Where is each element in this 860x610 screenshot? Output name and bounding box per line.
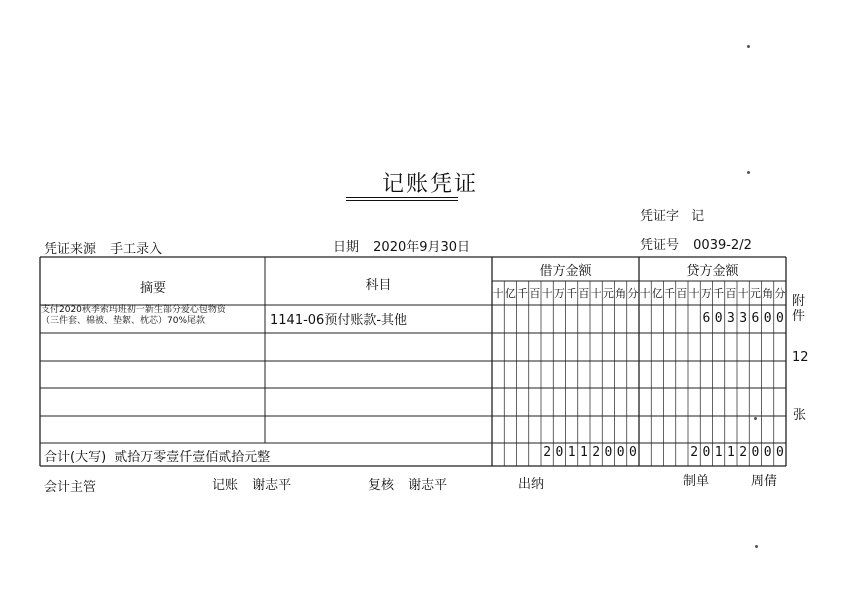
credit-unit-label: 角	[762, 287, 774, 300]
credit-column-header: 贷方金额	[686, 264, 739, 279]
credit-unit-label: 元	[749, 287, 761, 300]
debit-unit-label: 分	[627, 287, 639, 300]
total-row	[44, 446, 270, 465]
row-1-summary-line2: （三件套、棉被、垫絮、枕芯）70%尾款	[41, 316, 206, 326]
row-1-summary	[41, 305, 226, 327]
credit-unit-label: 十	[737, 287, 749, 300]
voucher-no-label: 凭证号	[640, 238, 680, 253]
attachment-prefix2: 件	[792, 309, 806, 324]
total-debit-digit: 0	[604, 445, 613, 460]
voucher-word-value: 记	[691, 209, 705, 224]
credit-unit-label: 分	[774, 287, 786, 300]
cashier-label: 出纳	[518, 477, 545, 492]
reviewer-label: 复核	[368, 478, 395, 493]
voucher-word-label: 凭证字	[640, 209, 680, 224]
source-value: 手工录入	[110, 242, 163, 257]
credit-digit: 3	[739, 311, 748, 326]
account-column-header: 科目	[365, 278, 392, 293]
credit-unit-label: 千	[664, 287, 676, 300]
credit-digit: 0	[714, 311, 723, 326]
credit-digit: 6	[702, 311, 711, 326]
scan-speck	[755, 545, 758, 548]
debit-unit-label: 万	[553, 287, 565, 300]
credit-unit-label: 十	[639, 287, 651, 300]
row-1-account: 1141-06预付账款-其他	[270, 313, 408, 328]
voucher-title: 记账凭证	[381, 172, 478, 197]
total-debit-digit: 2	[592, 445, 601, 460]
total-debit-digit: 1	[579, 445, 588, 460]
total-debit-digit: 0	[628, 445, 637, 460]
scan-speck	[747, 45, 750, 48]
total-credit-digit: 1	[714, 445, 723, 460]
debit-unit-label: 十	[492, 287, 504, 300]
total-debit-digit: 0	[616, 445, 625, 460]
total-debit-digit: 1	[567, 445, 576, 460]
total-credit-digit: 0	[775, 445, 784, 460]
credit-unit-label: 千	[713, 287, 725, 300]
debit-unit-label: 千	[517, 287, 529, 300]
debit-unit-label: 亿	[504, 287, 516, 300]
credit-digit: 6	[751, 311, 760, 326]
credit-digit: 3	[726, 311, 735, 326]
source-label: 凭证来源	[44, 242, 97, 257]
date-value: 2020年9月30日	[373, 240, 471, 255]
total-credit-digit: 1	[726, 445, 735, 460]
debit-unit-label: 元	[602, 287, 614, 300]
credit-digit: 0	[763, 311, 772, 326]
bookkeeper-label: 记账	[212, 478, 239, 493]
total-amount-words: 贰拾万零壹仟壹佰贰拾元整	[114, 450, 271, 465]
debit-unit-label: 角	[615, 287, 627, 300]
credit-unit-label: 万	[700, 287, 712, 300]
row-1-summary-line1: 支付2020秋季索玛班初一新生部分爱心包物资	[41, 305, 226, 315]
credit-digit: 0	[775, 311, 784, 326]
credit-unit-label: 亿	[651, 287, 663, 300]
voucher-no-value: 0039-2/2	[693, 238, 752, 253]
attachment-suffix: 张	[793, 408, 807, 423]
credit-unit-label: 百	[676, 287, 688, 300]
debit-unit-label: 十	[541, 287, 553, 300]
summary-column-header: 摘要	[139, 281, 166, 296]
scan-speck	[754, 417, 757, 420]
bookkeeper-field	[212, 474, 291, 493]
date-label: 日期	[333, 240, 360, 255]
maker-label: 制单	[683, 474, 710, 489]
attachment-prefix: 附	[792, 294, 806, 309]
reviewer-name: 谢志平	[408, 478, 448, 493]
total-credit-digit: 2	[739, 445, 748, 460]
debit-unit-label: 千	[566, 287, 578, 300]
supervisor-label: 会计主管	[44, 480, 97, 495]
debit-unit-label: 百	[578, 287, 590, 300]
debit-column-header: 借方金额	[539, 264, 592, 279]
credit-unit-label: 百	[725, 287, 737, 300]
total-label: 合计(大写)	[44, 450, 107, 465]
total-credit-digit: 2	[690, 445, 699, 460]
total-credit-digit: 0	[751, 445, 760, 460]
reviewer-field	[368, 474, 447, 493]
bookkeeper-name: 谢志平	[252, 478, 292, 493]
maker-name: 周倩	[751, 474, 778, 489]
total-credit-digit: 0	[763, 445, 772, 460]
debit-unit-label: 十	[590, 287, 602, 300]
total-debit-digit: 2	[543, 445, 552, 460]
debit-unit-label: 百	[529, 287, 541, 300]
total-credit-digit: 0	[702, 445, 711, 460]
scan-speck	[747, 171, 750, 174]
total-debit-digit: 0	[555, 445, 564, 460]
attachment-count: 12	[792, 350, 809, 365]
credit-unit-label: 十	[688, 287, 700, 300]
